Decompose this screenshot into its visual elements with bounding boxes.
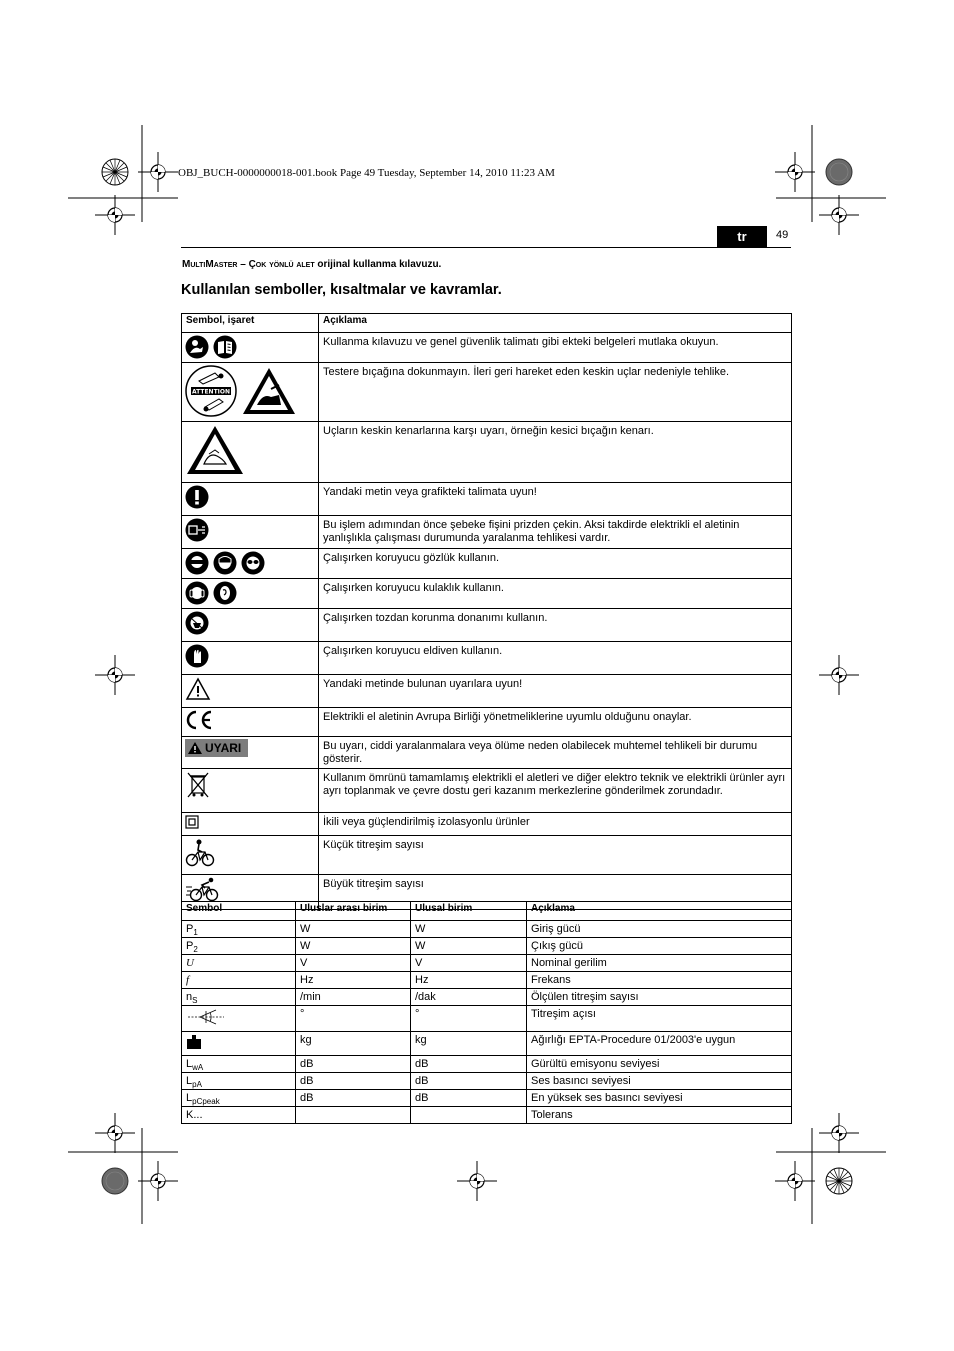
manual-book-icon bbox=[213, 335, 237, 359]
read-manual-icon bbox=[185, 335, 209, 359]
intl-unit-cell: W bbox=[296, 938, 411, 955]
brand-multi: Multi bbox=[182, 259, 206, 270]
col-header-description: Açıklama bbox=[319, 314, 792, 333]
symbol-cell: $P_1$ bbox=[182, 921, 296, 938]
fast-bicycle-icon bbox=[185, 877, 219, 903]
edge-warning-icon bbox=[185, 424, 245, 476]
symbol-cell bbox=[182, 1006, 296, 1032]
weight-icon bbox=[186, 1034, 202, 1050]
symbol-cell: $L_{wA}$ bbox=[182, 1056, 296, 1073]
hearing-protection-icon bbox=[213, 581, 237, 605]
table-row bbox=[182, 1032, 792, 1056]
manual-subtitle bbox=[182, 259, 441, 270]
table-row bbox=[182, 921, 792, 938]
table-row bbox=[182, 989, 792, 1006]
table-row bbox=[182, 675, 792, 708]
intl-unit-cell: kg bbox=[296, 1032, 411, 1056]
description-cell: Tolerans bbox=[527, 1107, 792, 1124]
row-description: Çalışırken koruyucu gözlük kullanın. bbox=[319, 549, 792, 579]
table-row bbox=[182, 955, 792, 972]
intl-unit-cell bbox=[296, 1107, 411, 1124]
row-description: Çalışırken tozdan korunma donanımı kullanın. bbox=[319, 609, 792, 642]
units-table bbox=[181, 901, 792, 1124]
svg-text:ATTENTION: ATTENTION bbox=[191, 388, 231, 396]
table-header-row bbox=[182, 314, 792, 333]
subtitle-tool: Çok yönlü alet bbox=[248, 259, 315, 270]
intl-unit-cell: /min bbox=[296, 989, 411, 1006]
ce-mark-icon bbox=[185, 710, 213, 730]
exclamation-mandatory-icon bbox=[185, 485, 209, 509]
subtitle-rest: orijinal kullanma kılavuzu. bbox=[314, 259, 442, 270]
table-row bbox=[182, 1006, 792, 1032]
table-row bbox=[182, 422, 792, 483]
intl-unit-cell: dB bbox=[296, 1073, 411, 1090]
slow-bicycle-icon bbox=[185, 838, 215, 868]
national-unit-cell: dB bbox=[411, 1090, 527, 1107]
warning-badge bbox=[185, 739, 248, 757]
warning-badge-triangle-icon bbox=[188, 742, 202, 754]
table-row bbox=[182, 1107, 792, 1124]
row-description: İkili veya güçlendirilmiş izolasyonlu ürünler bbox=[319, 813, 792, 836]
national-unit-cell: Hz bbox=[411, 972, 527, 989]
description-cell: Frekans bbox=[527, 972, 792, 989]
symbol-cell bbox=[182, 1032, 296, 1056]
symbols-table bbox=[181, 313, 792, 910]
col-header-symbol: Sembol, işaret bbox=[182, 314, 319, 333]
national-unit-cell: kg bbox=[411, 1032, 527, 1056]
table-row bbox=[182, 972, 792, 989]
weee-bin-icon bbox=[185, 771, 211, 799]
table-row bbox=[182, 483, 792, 516]
national-unit-cell: W bbox=[411, 921, 527, 938]
row-description: Çalışırken koruyucu eldiven kullanın. bbox=[319, 642, 792, 675]
description-cell: Ses basıncı seviyesi bbox=[527, 1073, 792, 1090]
row-description: Kullanım ömrünü tamamlamış elektrikli el aletleri ve diğer elektro teknik ve elektrikli ürünler ayrı ayrı toplanmak ve çevre dostu geri kazanım merkezlerine gönderilmek zorundadır. bbox=[319, 769, 792, 813]
national-unit-cell: /dak bbox=[411, 989, 527, 1006]
table-row bbox=[182, 708, 792, 737]
table-row bbox=[182, 1056, 792, 1073]
table-row bbox=[182, 333, 792, 363]
row-description: Kullanma kılavuzu ve genel güvenlik talimatı gibi ekteki belgeleri mutlaka okuyun. bbox=[319, 333, 792, 363]
description-cell: Titreşim açısı bbox=[527, 1006, 792, 1032]
table-row bbox=[182, 642, 792, 675]
intl-unit-cell: dB bbox=[296, 1056, 411, 1073]
national-unit-cell: ° bbox=[411, 1006, 527, 1032]
table-header-row bbox=[182, 902, 792, 921]
table-row bbox=[182, 737, 792, 769]
intl-unit-cell: W bbox=[296, 921, 411, 938]
row-description: Elektrikli el aletinin Avrupa Birliği yönetmeliklerine uyumlu olduğunu onaylar. bbox=[319, 708, 792, 737]
language-tab: tr bbox=[717, 226, 767, 247]
symbol-cell: f bbox=[182, 972, 296, 989]
row-description: Büyük titreşim sayısı bbox=[319, 875, 792, 910]
subtitle-dash: – bbox=[237, 259, 249, 270]
national-unit-cell bbox=[411, 1107, 527, 1124]
table-row bbox=[182, 1073, 792, 1090]
protective-glasses-icon bbox=[241, 551, 265, 575]
table-row bbox=[182, 813, 792, 836]
col-header-symbol: Sembol bbox=[182, 902, 296, 921]
table-row bbox=[182, 1090, 792, 1107]
table-row bbox=[182, 579, 792, 609]
attention-blade-icon bbox=[185, 365, 237, 417]
table-row bbox=[182, 516, 792, 549]
description-cell: Gürültü emisyonu seviyesi bbox=[527, 1056, 792, 1073]
table-row bbox=[182, 549, 792, 579]
safety-goggles-icon bbox=[185, 551, 209, 575]
row-description: Bu işlem adımından önce şebeke fişini prizden çekin. Aksi takdirde elektrikli el aletinin yanlışlıkla çalışması durumunda yaralanma tehlikesi vardır. bbox=[319, 516, 792, 549]
row-description: Yandaki metinde bulunan uyarılara uyun! bbox=[319, 675, 792, 708]
row-description: Yandaki metin veya grafikteki talimata uyun! bbox=[319, 483, 792, 516]
symbol-cell: U bbox=[182, 955, 296, 972]
header-rule bbox=[181, 247, 791, 248]
national-unit-cell: dB bbox=[411, 1056, 527, 1073]
oscillation-angle-icon bbox=[186, 1008, 226, 1026]
intl-unit-cell: dB bbox=[296, 1090, 411, 1107]
sharp-edge-warning-icon bbox=[241, 365, 297, 417]
description-cell: Giriş gücü bbox=[527, 921, 792, 938]
national-unit-cell: dB bbox=[411, 1073, 527, 1090]
col-header-national-unit: Ulusal birim bbox=[411, 902, 527, 921]
section-title: Kullanılan semboller, kısaltmalar ve kavramlar. bbox=[181, 282, 502, 298]
symbol-cell: $P_2$ bbox=[182, 938, 296, 955]
intl-unit-cell: Hz bbox=[296, 972, 411, 989]
dust-mask-icon bbox=[185, 611, 209, 635]
row-description: Bu uyarı, ciddi yaralanmalara veya ölüme neden olabilecek muhtemel tehlikeli bir durumu gösterir. bbox=[319, 737, 792, 769]
symbol-cell: $n_S$ bbox=[182, 989, 296, 1006]
symbol-cell: K... bbox=[182, 1107, 296, 1124]
row-description: Çalışırken koruyucu kulaklık kullanın. bbox=[319, 579, 792, 609]
description-cell: Nominal gerilim bbox=[527, 955, 792, 972]
table-row bbox=[182, 609, 792, 642]
face-shield-icon bbox=[213, 551, 237, 575]
symbol-cell: $L_{pA}$ bbox=[182, 1073, 296, 1090]
page-number: 49 bbox=[776, 229, 789, 241]
description-cell: Ağırlığı EPTA-Procedure 01/2003'e uygun bbox=[527, 1032, 792, 1056]
ear-muffs-icon bbox=[185, 581, 209, 605]
symbol-cell: $L_{pCpeak}$ bbox=[182, 1090, 296, 1107]
row-description: Küçük titreşim sayısı bbox=[319, 836, 792, 875]
brand-master: Master bbox=[205, 259, 238, 270]
unplug-icon bbox=[185, 518, 209, 542]
description-cell: Ölçülen titreşim sayısı bbox=[527, 989, 792, 1006]
table-row bbox=[182, 938, 792, 955]
row-description: Testere bıçağına dokunmayın. İleri geri hareket eden keskin uçlar nedeniyle tehlike. bbox=[319, 363, 792, 422]
warning-badge-label: UYARI bbox=[205, 740, 242, 755]
table-row bbox=[182, 769, 792, 813]
warning-triangle-icon bbox=[185, 677, 211, 701]
description-cell: Çıkış gücü bbox=[527, 938, 792, 955]
book-header: OBJ_BUCH-0000000018-001.book Page 49 Tuesday, September 14, 2010 11:23 AM bbox=[178, 167, 555, 179]
row-description: Uçların keskin kenarlarına karşı uyarı, örneğin kesici bıçağın kenarı. bbox=[319, 422, 792, 483]
table-row bbox=[182, 836, 792, 875]
national-unit-cell: W bbox=[411, 938, 527, 955]
description-cell: En yüksek ses basıncı seviyesi bbox=[527, 1090, 792, 1107]
double-insulation-icon bbox=[185, 815, 199, 829]
intl-unit-cell: ° bbox=[296, 1006, 411, 1032]
gloves-icon bbox=[185, 644, 209, 668]
table-row bbox=[182, 363, 792, 422]
col-header-description: Açıklama bbox=[527, 902, 792, 921]
intl-unit-cell: V bbox=[296, 955, 411, 972]
national-unit-cell: V bbox=[411, 955, 527, 972]
col-header-international-unit: Uluslar arası birim bbox=[296, 902, 411, 921]
